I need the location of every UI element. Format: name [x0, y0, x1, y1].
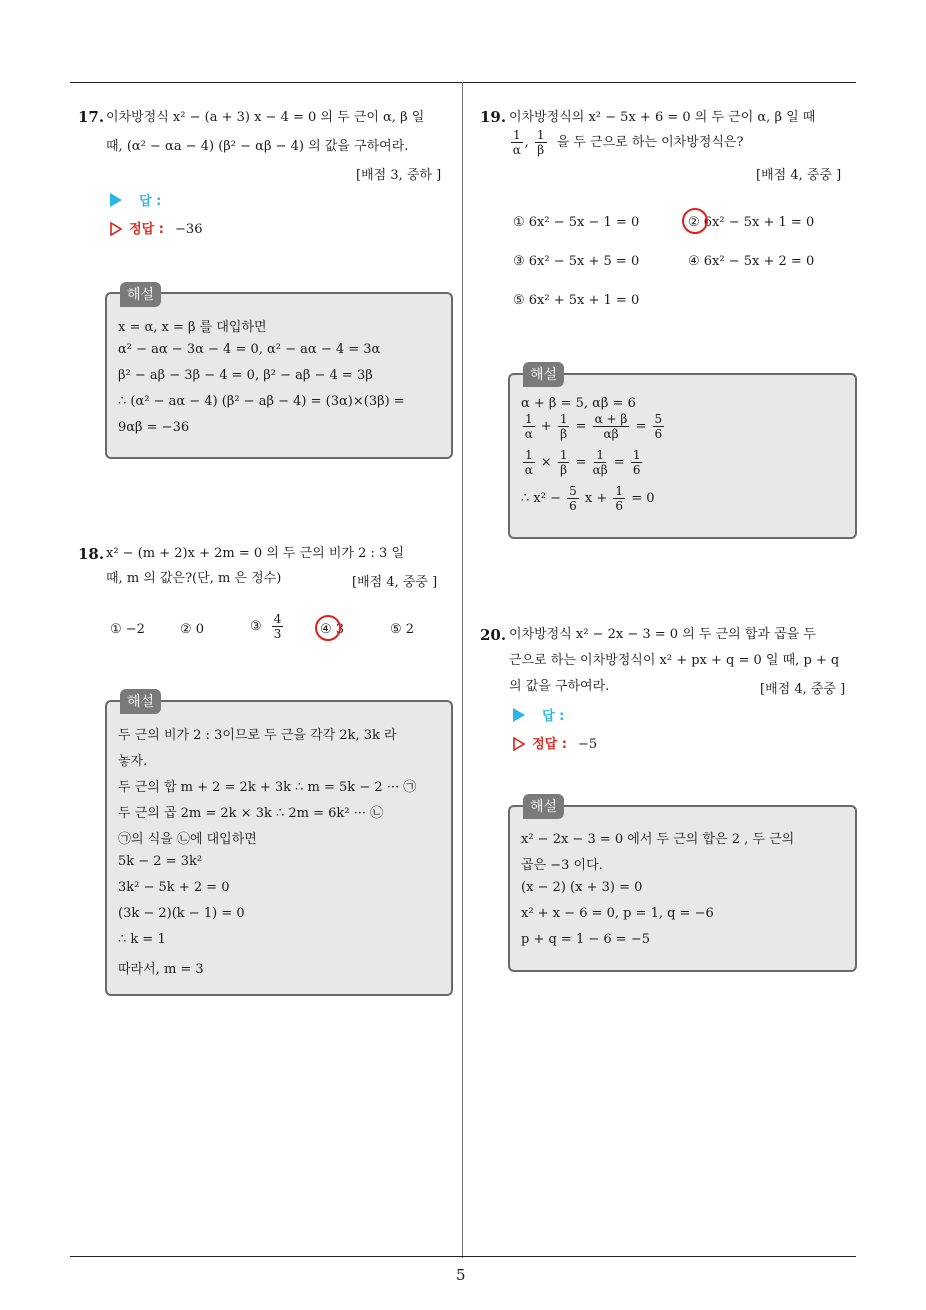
q17-correct-label: 정답 :: [129, 222, 164, 237]
q18-sol-line: 두 근의 곱 2m = 2k × 3k ∴ 2m = 6k² ··· ㉡: [118, 806, 384, 821]
q18-solution-tag: 해설: [120, 689, 161, 714]
q19-choice-2[interactable]: ② 6x² − 5x + 1 = 0: [688, 215, 815, 230]
q17-sol-line: β² − aβ − 3β − 4 = 0, β² − aβ − 4 = 3β: [118, 368, 373, 383]
frac-den: 6: [569, 499, 577, 513]
q19-sol-line: [521, 484, 654, 513]
frac-num: 5: [569, 484, 577, 498]
q17-answer-label: 답 :: [139, 194, 162, 209]
frac-num: 1: [513, 128, 521, 142]
q20-correct-value: −5: [578, 737, 598, 752]
frac-den: α: [524, 463, 533, 477]
q17-meta: [배점 3, 중하 ]: [356, 168, 442, 183]
frac-den: αβ: [603, 427, 619, 441]
frac-num: 1: [559, 448, 568, 462]
q17-sol-line: 9αβ = −36: [118, 420, 190, 435]
q18-meta: [배점 4, 중중 ]: [352, 575, 438, 590]
answer-arrow-icon: [513, 708, 525, 722]
frac-num: α + β: [594, 412, 628, 426]
q19-choice-5[interactable]: ⑤ 6x² + 5x + 1 = 0: [513, 293, 640, 308]
selected-answer-circle: [315, 615, 341, 641]
sol-frac: [558, 448, 570, 477]
q19-choice-1[interactable]: ① 6x² − 5x − 1 = 0: [513, 215, 640, 230]
q20-number: 20.: [480, 626, 507, 644]
frac-den: α: [512, 143, 521, 157]
q17-sol-line: α² − aα − 3α − 4 = 0, α² − aα − 4 = 3α: [118, 342, 381, 357]
sol-frac: [653, 412, 665, 441]
q19-text-line1: 이차방정식의 x² − 5x + 6 = 0 의 두 근이 α, β 일 때: [509, 110, 816, 125]
sol-frac: [523, 412, 535, 441]
q20-correct-row: [513, 733, 597, 752]
sol-frac: [593, 412, 630, 441]
frac-num: 1: [525, 448, 533, 462]
q19-text-line2-tail: 을 두 근으로 하는 이차방정식은?: [556, 135, 744, 150]
q18-number: 18.: [78, 545, 105, 563]
q18-choice-3-frac: [272, 612, 284, 641]
q17-text-line2: 때, (α² − αa − 4) (β² − αβ − 4) 의 값을 구하여라.: [106, 139, 409, 154]
q19-sol-line: $\frac{1}{\alpha}$ × $\frac{1}{\beta}$ = $\frac{1}{\alpha\beta}$ = $\frac{1}{6}$: [524, 448, 641, 477]
q19-frac-2: [535, 128, 547, 157]
q17-correct-row: [110, 218, 202, 237]
q18-choice-4[interactable]: ④ 3: [320, 622, 345, 637]
sol-frac: [567, 484, 579, 513]
q18-sol-line: 놓자.: [118, 754, 148, 769]
q20-solution-tag: 해설: [523, 794, 564, 819]
frac-den: 6: [632, 463, 641, 477]
q20-text-line1: 이차방정식 x² − 2x − 3 = 0 의 두 근의 합과 곱을 두: [509, 627, 816, 642]
q17-text-line1: 이차방정식 x² − (a + 3) x − 4 = 0 의 두 근이 α, β 일: [106, 110, 425, 125]
q20-sol-line: x² − 2x − 3 = 0 에서 두 근의 합은 2 , 두 근의: [521, 832, 795, 847]
q18-choice-3-mark: ③: [250, 619, 262, 634]
top-rule: [70, 82, 856, 83]
q20-sol-line: x² + x − 6 = 0, p = 1, q = −6: [521, 906, 714, 921]
q18-text-line1: x² − (m + 2)x + 2m = 0 의 두 근의 비가 2 : 3 일: [106, 546, 405, 561]
correct-arrow-icon: [110, 222, 120, 234]
q17-correct-value: −36: [175, 222, 203, 237]
sol-frac: [558, 412, 570, 441]
q18-choice-2[interactable]: ② 0: [180, 622, 205, 637]
sol-text: ∴ x² −: [521, 491, 561, 506]
q18-choice-1[interactable]: ① −2: [110, 622, 145, 637]
q17-number: 17.: [78, 108, 105, 126]
q19-sol-line: $\frac{1}{\alpha}$ + $\frac{1}{\beta}$ = $\frac{\alpha + \beta}{\alpha\beta}$ = $\frac{5}{6}$: [524, 412, 663, 441]
q18-sol-line: ㉠의 식을 ㉡에 대입하면: [118, 832, 257, 847]
frac-num: 5: [654, 412, 663, 426]
frac-den: β: [560, 427, 568, 441]
q17-answer-row: [110, 190, 161, 209]
q20-sol-line: (x − 2) (x + 3) = 0: [521, 880, 643, 895]
sol-frac: [593, 448, 608, 477]
frac-den: 6: [654, 427, 663, 441]
sol-frac: [613, 484, 625, 513]
q18-frac-num: 4: [273, 612, 282, 626]
q20-text-line2: 근으로 하는 이차방정식이 x² + px + q = 0 일 때, p + q: [509, 653, 840, 668]
frac-num: 1: [559, 412, 568, 426]
q20-sol-line: p + q = 1 − 6 = −5: [521, 932, 650, 947]
page-number: 5: [456, 1266, 466, 1284]
frac-den: α: [524, 427, 533, 441]
q19-choice-3[interactable]: ③ 6x² − 5x + 5 = 0: [513, 254, 640, 269]
q20-answer-label: 답 :: [542, 709, 565, 724]
q19-frac-1: [511, 128, 523, 157]
q18-sol-line: 5k − 2 = 3k²: [118, 854, 203, 869]
sol-frac: [523, 448, 535, 477]
q19-solution-tag: 해설: [523, 362, 564, 387]
frac-num: 1: [536, 128, 545, 142]
q17-sol-line: x = α, x = β 를 대입하면: [118, 320, 267, 335]
sol-text: x +: [584, 491, 608, 506]
q18-sol-line: ∴ k = 1: [118, 932, 166, 947]
frac-num: 1: [632, 448, 641, 462]
answer-arrow-icon: [110, 193, 122, 207]
sol-text: = 0: [631, 491, 655, 506]
q18-choice-3[interactable]: [250, 612, 285, 641]
q20-correct-label: 정답 :: [532, 737, 567, 752]
q18-sol-line: 두 근의 합 m + 2 = 2k + 3k ∴ m = 5k − 2 ··· ㉠: [118, 780, 417, 795]
frac-num: 1: [615, 484, 624, 498]
correct-arrow-icon: [513, 737, 523, 749]
q19-sol-line: α + β = 5, αβ = 6: [521, 396, 636, 411]
q20-meta: [배점 4, 중중 ]: [760, 682, 846, 697]
q20-text-line3: 의 값을 구하여라.: [509, 679, 610, 694]
q20-answer-row: [513, 705, 564, 724]
q19-number: 19.: [480, 108, 507, 126]
q18-sol-line: (3k − 2)(k − 1) = 0: [118, 906, 245, 921]
q18-text-line2: 때, m 의 값은?(단, m 은 정수): [106, 571, 282, 586]
frac-den: β: [537, 143, 545, 157]
q18-frac-den: 3: [273, 627, 282, 641]
sol-frac: [631, 448, 643, 477]
q20-sol-line: 곱은 −3 이다.: [521, 858, 603, 873]
q18-sol-line: 따라서, m = 3: [118, 962, 204, 977]
frac-den: 6: [615, 499, 624, 513]
column-divider: [462, 82, 463, 1258]
q18-solution-box: [105, 700, 453, 996]
q17-solution-tag: 해설: [120, 282, 161, 307]
q18-choice-5[interactable]: ⑤ 2: [390, 622, 415, 637]
q19-text-line2: $\frac{1}{\alpha}$ , $\frac{1}{\beta}$ 을 두 근으로 하는 이차방정식은?: [512, 128, 744, 157]
frac-den: β: [560, 463, 568, 477]
q18-sol-line: 두 근의 비가 2 : 3이므로 두 근을 각각 2k, 3k 라: [118, 728, 397, 743]
q19-choice-4[interactable]: ④ 6x² − 5x + 2 = 0: [688, 254, 815, 269]
frac-num: 1: [596, 448, 604, 462]
q17-sol-line: ∴ (α² − aα − 4) (β² − aβ − 4) = (3α)×(3β) =: [118, 394, 405, 409]
selected-answer-circle: [682, 208, 708, 234]
bottom-rule: [70, 1256, 856, 1257]
q19-meta: [배점 4, 중중 ]: [756, 168, 842, 183]
frac-num: 1: [525, 412, 533, 426]
frac-den: αβ: [592, 463, 608, 477]
q18-sol-line: 3k² − 5k + 2 = 0: [118, 880, 230, 895]
